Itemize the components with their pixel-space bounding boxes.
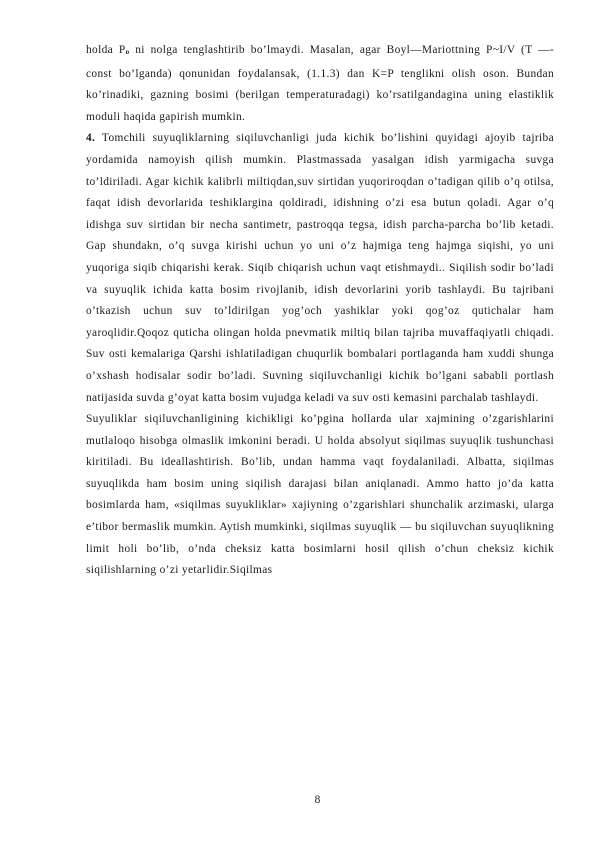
paragraph-1 <box>86 40 554 128</box>
paragraph-3 <box>86 409 554 582</box>
p-zero-subscript: o <box>125 48 130 56</box>
paragraph-1-lead: holda P <box>86 44 126 56</box>
paragraph-3-text: Suyuliklar siqiluvchanligining kichikligi ko’pgina hollarda ular xajmining o’zgarishlarini mutlaloqo hisobga olmaslik imkonini beradi. U holda absolyut siqilmas suyuqlik tushunchasi kiritiladi. Bu ideallashtirish. Bo’lib, undan hamma vaqt foydalaniladi. Albatta, siqilmas suyuqlikda ham bosim uning siqilish darajasi bilan aniqlanadi. Ammo hatto jo’da katta bosimlarda ham, «siqilmas suyukliklar» xajiyning o’zgarishlari shunchalik arzimaski, ularga e’tibor bermaslik mumkin. Aytish mumkinki, siqilmas suyuqlik — bu siqiluvchan suyuqlikning limit holi bo’lib, o’nda cheksiz katta bosimlarni hosil qilish o’chun cheksiz kichik siqilishlarning o’zi yetarlidir.Siqilmas <box>86 413 554 577</box>
paragraph-2-number: 4. <box>86 132 96 145</box>
paragraph-2 <box>86 128 554 409</box>
paragraph-2-text: Tomchili suyuqliklarning siqiluvchanligi juda kichik bo’lishini quyidagi ajoyib tajriba yordamida namoyish qilish mumkin. Plastmassada yasalgan idish yarmigacha suvga to’ldiriladi. Agar kichik kalibrli miltiqdan,suv sirtidan yuqoriroqdan o’tadigan qilib o’q otilsa, faqat idish devorlarida teshiklargina qoldiradi, idishning o’zi esa butun qoladi. Agar o’q idishga suv sirtidan bir necha santimetr, pastroqqa tegsa, idish parcha-parcha bo’lib ketadi. Gap shundakn, o’q suvga kirishi uchun yo uni o’z hajmiga teng hajmga siqishi, yo uni yuqoriga siqib chiqarishi kerak. Siqib chiqarish uchun vaqt etishmaydi.. Siqilish sodir bo’ladi va suyuqlik ichida katta bosim rivojlanib, idish devorlarini yorib tashlaydi. Bu tajribani o’tkazish uchun suv to’ldirilgan yog’och yashiklar yoki qog’oz qutichalar ham yaroqlidir.Qoqoz quticha olingan holda pnevmatik miltiq bilan tajriba muvaffaqiyatli chiqadi. Suv osti kemalariga Qarshi ishlatiladigan chuqurlik bombalari portlaganda ham xuddi shunga o’xshash hodisalar sodir bo’ladi. Suvning siqiluvchanligi kichik bo’lgani sababli portlash natijasida suvda g’oyat katta bosim vujudga keladi va suv osti kemasini parchalab tashlaydi. <box>86 132 554 404</box>
page-number: 8 <box>314 794 321 806</box>
paragraph-1-text: ni nolga tenglashtirib bo’lmaydi. Masalan, agar Boyl—Mariottning P~I/V (T —- const bo’lganda) qonunidan foydalansak, (1.1.3) dan K=P tenglikni olish oson. Bundan ko’rinadiki, gazning bosimi (berilgan temperaturadagi) ko’rsatilgandagina uning elastiklik moduli haqida gapirish mumkin. <box>86 44 554 123</box>
document-page <box>86 40 554 582</box>
